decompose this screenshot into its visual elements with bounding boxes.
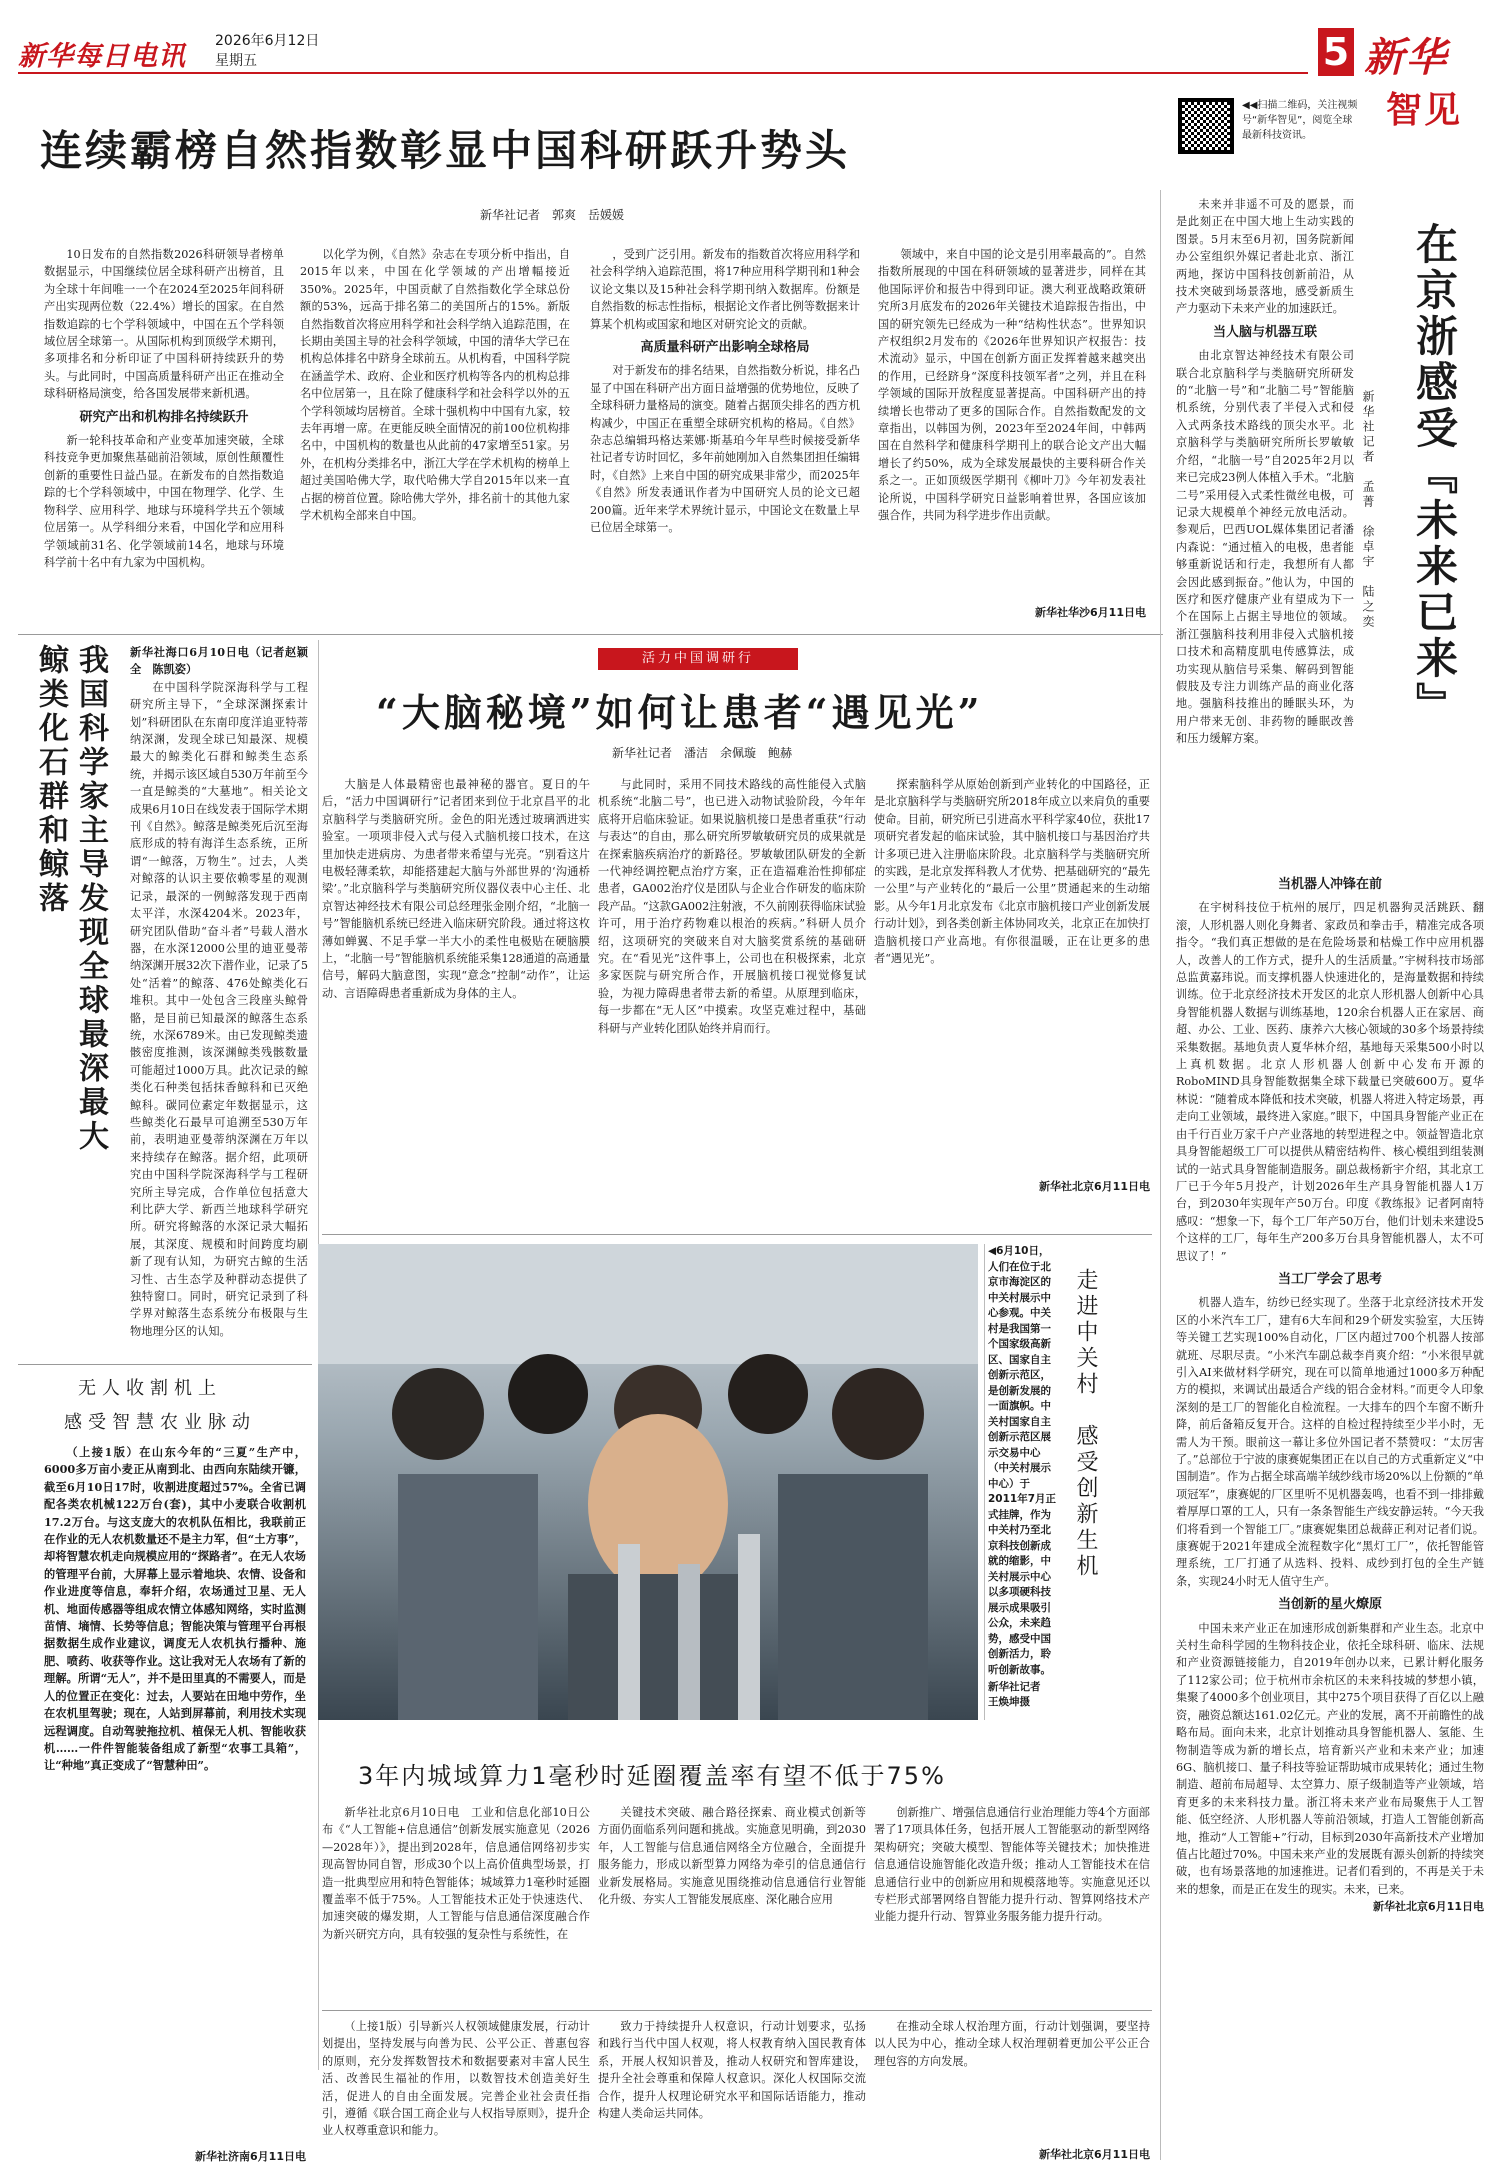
- whale-dateline: 新华社海口6月10日电（记者赵颖全 陈凯姿）: [130, 645, 308, 677]
- brain-byline: 新华社记者 潘洁 余佩璇 鲍赫: [612, 746, 793, 760]
- lead-subhead-1: 研究产出和机构排名持续跃升: [79, 409, 249, 425]
- compute-column-2: [598, 1804, 866, 2002]
- brain-paragraph: 探索脑科学从原始创新到产业转化的中国路径，正是北京脑科学与类脑研究所2018年成立以来肩负的重要使命。目前，研究所已引进高水平科学家40位，获批17项研究者发起的临床试验，其中脑机接口与基因治疗共计多项已进入注册临床阶段。北京脑科学与类脑研究所的实践，是北京发挥科教人才优势、把基础研究的“最先一公里”与产业转化的“最后一公里”贯通起来的生动缩影。从今年1月北京发布《北京市脑机接口产业创新发展行动计划》，到各类创新主体协同攻关，北京正在加快打造脑机接口产业高地。有你很温暖，正在让更多的患者“遇见光”。: [874, 778, 1150, 966]
- whale-paragraph: 在中国科学院深海科学与工程研究所主导下，“全球深渊探索计划”科研团队在东南印度洋追亚特蒂纳深渊，发现全球已知最深、规模最大的鲸类化石群和鲸类生态系统，并揭示该区域自530万年前至今一直是鲸类的“大墓地”。相关论文成果6月10日在线发表于国际学术期刊《自然》。鲸落是鲸类死后沉至海底形成的特有海洋生态系统，正所谓“一鲸落，万物生”。过去，人类对鲸落的认识主要依赖零星的观测记录，最深的一例鲸落发现于西南太平洋，水深4204米。2023年，研究团队借助“奋斗者”号载人潜水器，在水深12000公里的迪亚曼蒂纳深渊开展32次下潜作业，记录了5处“活着”的鲸落、476处鲸类化石堆积。其中一处包含三段座头鲸骨骼，是目前已知最深的鲸落生态系统，水深6789米。由已发现鲸类遗骸密度推测，该深渊鲸类残骸数量可能超过1000万具。此次记录的鲸类化石种类包括抹香鲸科和已灭绝鲸科。碳同位素定年数据显示，这些鲸类化石最早可追溯至530万年前，表明迪亚曼蒂纳深渊在万年以来持续存在鲸落。据介绍，此项研究由中国科学院深海科学与工程研究所主导完成，合作单位包括意大利比萨大学、新西兰地球科学研究所。研究将鲸落的水深记录大幅拓展，其深度、规模和时间跨度均刷新了现有认知，为研究古鲸的生活习性、古生态学及种群动态提供了独特窗口。同时，研究记录到了科学界对鲸落生态系统分布极限与生物地理分区的认知。: [130, 680, 308, 1338]
- photo-caption: ◀6月10日，人们在位于北京市海淀区的中关村展示中心参观。中关村是我国第一个国家级高新区、国家自主创新示范区，是创新发展的一面旗帜。中关村国家自主创新示范区展示交易中心（中关村展示中心）于2011年7月正式挂牌，作为中关村乃至北京科技创新成就的缩影，中关村展示中心以多项硬科技展示成果吸引公众，未来趋势，感受中国创新活力，聆听创新故事。: [988, 1245, 1057, 1676]
- lead-column-2: [300, 246, 570, 626]
- divider: [984, 1244, 985, 1720]
- compute-column-1: [322, 1804, 590, 2002]
- whale-column: [130, 644, 308, 1338]
- paper-name: 新华每日电讯: [18, 41, 186, 72]
- compute-paragraph: 关键技术突破、融合路径探索、商业模式创新等方面仍面临系列问题和挑战。实施意见明确，到2030年，人工智能与信息通信网络全方位融合，全面提升服务能力，形成以新型算力网络为牵引的信息通信行业新发展格局。实施意见围绕推动信息通信行业智能化升级、夯实人工智能发展底座、深化融合应用: [598, 1806, 866, 1907]
- brain-column-3: [874, 776, 1150, 1176]
- lead-byline: 新华社记者 郭爽 岳媛媛: [480, 208, 625, 222]
- whale-title: 我国科学家主导发现全球最深最大鲸类化石群和鲸落: [33, 644, 108, 1154]
- farm-column: [44, 1444, 306, 2146]
- issue-weekday: 星期五: [215, 53, 257, 69]
- lead-subhead-2: 高质量科研产出影响全球格局: [640, 340, 810, 356]
- feature-paragraph: 由北京智达神经技术有限公司联合北京脑科学与类脑研究所研发的“北脑一号”和“北脑二号”智能脑机系统，分别代表了半侵入式和侵入式两条技术路线的顶尖水平。北京脑科学与类脑研究所所长罗敏敏介绍，“北脑一号”自2025年2月以来已完成23例人体植入手术。“北脑二号”采用侵入式柔性微丝电极，可记录大规模单个神经元放电活动。参观后，巴西UOL媒体集团记者潘内森说：“通过植入的电极，患者能够重新说话和行走，我想所有人都会因此感到振奋。”他认为，中国的医疗和医疗健康产业有望成为下一个在国际上占据主导地位的领域。浙江强脑科技利用非侵入式脑机接口技术和高精度肌电传感算法，成功实现从脑信号采集、解码到智能假肢及专注力训练产品的商业化落地。强脑科技推出的睡眠头环，为用户带来无创、非药物的睡眠改善和压力缓解方案。: [1176, 349, 1354, 746]
- feature-subhead-2: 当机器人冲锋在前: [1277, 877, 1382, 892]
- compute-headline: 3年内城域算力1毫秒时延圈覆盖率有望不低于75%: [358, 1762, 946, 1790]
- feature-paragraph: 中国未来产业正在加速形成创新集群和产业生态。北京中关村生命科学园的生物科技企业，依托全球科研、临床、法规和产业资源链接能力，自2019年创办以来，已累计孵化服务了112家公司；位于杭州市余杭区的未来科技城的梦想小镇，集聚了4000多个创业项目，其中275个项目获得了百亿以上融资，融资总额达161.02亿元。产业的发展，离不开前瞻性的战略布局。面向未来，北京计划推动具身智能机器人、氢能、生物制造等成为新的增长点，培育新兴产业和未来产业；加速6G、脑机接口、量子科技等验证帮助城市成果转化；通过生物制造、超前布局超导、太空算力、原子级制造等产业领域，培育更多的未来科技力量。浙江将未来产业布局聚焦于人工智能、低空经济、人形机器人等前沿领域，打造人工智能创新高地，推动“人工智能+”行动，目标到2030年高新技术产业增加值占比超过70%。中国未来产业的发展既有源头创新的持续突破，也有场景落地的加速推进。记者们看到的，不再是关于未来的想象，而是正在发生的现实。未来，已来。: [1176, 1621, 1484, 1896]
- brain-paragraph: 与此同时，采用不同技术路线的高性能侵入式脑机系统“北脑二号”，也已进入动物试验阶段，今年年底将开启临床验证。如果说脑机接口是患者重获“行动与表达”的自由，那么研究所罗敏敏研究员的成果就是在探索脑疾病治疗的新路径。罗敏敏团队研发的全新一代神经调控靶点治疗方案，正在造福难治性抑郁症患者，GA002治疗仪是团队与企业合作研发的临床阶段产品。“这款GA002注射液，不久前刚获得临床试验许可，用于治疗药物难以根治的疾病。”科研人员介绍，这项研究的突破来自对大脑奖赏系统的基础研究。在“看见光”这件事上，公司也在积极探索，北京多家医院与研究所合作，开展脑机接口视觉修复试验，为视力障碍患者带去新的希望。从原理到临床，每一步都在“无人区”中摸索。攻坚克难过程中，基础科研与产业转化团队始终并肩而行。: [598, 778, 866, 1035]
- bottom-column-1: [322, 2018, 590, 2164]
- divider: [1160, 190, 1161, 2160]
- bottom-column-3: [874, 2018, 1150, 2138]
- brain-paragraph: 大脑是人体最精密也最神秘的器官。夏日的午后，“活力中国调研行”记者团来到位于北京昌平的北京脑科学与类脑研究所。金色的阳光透过玻璃洒进实验室。一项项非侵入式与侵入式脑机接口技术，在这里加快走进病房、为患者带来希望与光亮。“别看这片电极轻薄柔软，却能搭建起大脑与外部世界的‘沟通桥梁’。”北京脑科学与类脑研究所仪器仪表中心主任、北京智达神经技术有限公司总经理张金刚介绍，“北脑一号”智能脑机系统已经进入临床研究阶段。通过将这枚薄如蝉翼、不足手掌一半大小的柔性电极贴在硬脑膜上，“北脑一号”智能脑机系统能采集128通道的高通量信号，解码大脑意图，实现“意念”控制“动作”，让运动、言语障碍患者重新成为身体的主人。: [322, 778, 590, 1000]
- bottom-paragraph: （上接1版）引导新兴人权领域健康发展，行动计划提出，坚持发展与向善为民、公平公正、普惠包容的原则，充分发挥数智技术和数据要素对丰富人民生活、改善民生福祉的作用，以数智技术创造美好生活，促进人的自由全面发展。完善企业社会责任指引，遵循《联合国工商企业与人权指导原则》，提升企业人权尊重意识和能力。: [322, 2020, 590, 2138]
- photo-credit: 新华社记者 王焕坤摄: [988, 1681, 1051, 1708]
- compute-column-3: [874, 1804, 1150, 2002]
- farm-title-2: 感受智慧农业脉动: [64, 1412, 256, 1433]
- farm-sign-off: 新华社济南6月11日电: [195, 2150, 306, 2163]
- lead-column-3: [590, 246, 860, 626]
- lead-paragraph: ，受到广泛引用。新发布的指数首次将应用科学和社会科学纳入追踪范围，将17种应用科学期刊和1种会议论文集以及15种社会科学期刊纳入数据库。份额是自然指数的标志性指标，根据论文作者比例等数据来计算某个机构或国家和地区对研究论文的贡献。: [590, 248, 860, 331]
- lead-column-4: [878, 246, 1146, 626]
- lead-paragraph: 10日发布的自然指数2026科研领导者榜单数据显示，中国继续位居全球科研产出榜首，且为全球十年间唯一一个在2024至2025年间科研产出实现两位数（22.4%）增长的国家。在自然指数追踪的七个学科领域中，中国在五个学科领域位居全球第一。从国际机构到顶级学术期刊，多项排名和分析印证了中国科研持续跃升的势头。与此同时，中国高质量科研产出正在推动全球科研格局演变，给各国发展带来新机遇。: [44, 248, 284, 401]
- lead-paragraph: 新一轮科技革命和产业变革加速突破，全球科技竞争更加聚焦基础前沿领域，原创性颠覆性创新的重要性日益凸显。在新发布的自然指数追踪的七个学科领域中，中国在物理学、化学、生物科学、应用科学、地球与环境科学共五个领域位居第一。从学科细分来看，中国化学和应用科学领域前31名、化学领域前14名，地球与环境科学前十名中有九家为中国机构。: [44, 434, 284, 569]
- feature-paragraph: 未来并非遥不可及的愿景，而是此刻正在中国大地上生动实践的图景。5月末至6月初，国务院新闻办公室组织外媒记者赴北京、浙江两地，探访中国科技创新前沿，从技术突破到场景落地，感受新质生产力驱动下未来产业的加速跃迁。: [1176, 198, 1354, 316]
- top-rule: [18, 72, 1308, 74]
- qr-caption: ◀◀扫描二维码，关注视频号“新华智见”，阅览全球最新科技资讯。: [1242, 100, 1358, 141]
- brain-sign-off: 新华社北京6月11日电: [1039, 1180, 1150, 1193]
- feature-column-wide: [1176, 870, 1484, 2158]
- feature-paragraph: 机器人造车，纺纱已经实现了。坐落于北京经济技术开发区的小米汽车工厂，建有6大车间和29个研发实验室，大压铸等关键工艺实现100%自动化，厂区内超过700个机器人按部就班、尽职尽责。“小米汽车副总裁李肖爽介绍：“小米很早就引入AI来做材料学研究，现在可以简单地通过1000多万种配方的模拟，来调试出最适合产线的铝合金材料。”而更令人印象深刻的是工厂的智能化自检流程。一大排车的四个车窗不断升降，前后备箱反复开合。这样的自检过程持续至少半小时，无需人为干预。眼前这一幕让多位外国记者不禁赞叹：“太厉害了。”总部位于宁波的康赛妮集团正在以自己的方式重新定义“中国制造”。作为占据全球高端羊绒纱线市场20%以上份额的“单项冠军”，康赛妮的厂区里听不见机器轰鸣，也看不到一排排戴着厚厚口罩的工人，只有一条条智能生产线安静运转。“今天我们将看到一个智能工厂。”康赛妮集团总裁薛正利对记者们说。康赛妮于2021年建成全流程数字化“黑灯工厂”，依托智能管理系统，工厂打通了从选料、投料、成纱到打包的全生产链条，实现24小时无人值守生产。: [1176, 1296, 1484, 1588]
- divider: [322, 1234, 1152, 1235]
- brand-bottom: 智见: [1386, 89, 1463, 131]
- divider: [18, 634, 1163, 635]
- qr-code[interactable]: [1178, 98, 1234, 154]
- compute-paragraph: 新华社北京6月10日电 工业和信息化部10日公布《“人工智能+信息通信”创新发展实施意见（2026—2028年）》，提出到2028年，信息通信网络初步实现高智协同自智，形成30个以上高价值典型场景，打造一批典型应用和特色智能体；城域算力1毫秒时延圈覆盖率不低于75%。人工智能技术正处于快速迭代、加速突破的爆发期，人工智能与信息通信深度融合作为新兴研究方向，具有较强的复杂性与系统性，在: [322, 1806, 590, 1941]
- section-tag: 活力中国调研行: [598, 648, 798, 670]
- brain-column-2: [598, 776, 866, 1260]
- compute-paragraph: 创新推广、增强信息通信行业治理能力等4个方面部署了17项具体任务，包括开展人工智能驱动的新型网络架构研究；突破大模型、智能体等关键技术；加快推进信息通信设施智能化改造升级；推动人工智能技术在信息通信行业中的创新应用和规模落地等。实施意见还以专栏形式部署网络自智能力提升行动、智算网络技术产业能力提升行动、智算业务服务能力提升行动。: [874, 1806, 1150, 1924]
- feature-subhead-1: 当人脑与机器互联: [1212, 324, 1317, 340]
- divider: [18, 1364, 312, 1365]
- lead-paragraph: 领域中，来自中国的论文是引用率最高的”。自然指数所展现的中国在科研领域的显著进步，同样在其他国际评价和报告中得到印证。澳大利亚战略政策研究所3月底发布的2026年关键技术追踪报告指出，中国的研究领先已经成为一种“结构性状态”。世界知识产权组织2月发布的《2026年世界知识产权报告：技术流动》显示，中国在创新方面正发挥着越来越突出的作用，已经跻身“深度科技领军者”之列，并且在科学领域的国际开放程度显著提高。中国科研产出的持续增长也带动了更多的国际合作。自然指数配发的文章指出，以韩国为例，2023年至2024年间，中韩两国在自然科学和健康科学期刊上的联合论文产出大幅增长了约50%，成为全球发展最快的主要科研合作关系之一。正如顶级医学期刊《柳叶刀》今年初发表社论所说，中国科学研究日益影响着世界，各国应该加强合作，共同为科学进步作出贡献。: [878, 248, 1146, 523]
- photo-illustration: [318, 1244, 978, 1720]
- feature-paragraph: 在宇树科技位于杭州的展厅，四足机器狗灵活跳跃、翻滚，人形机器人则化身舞者、家政员和拳击手，精准完成各项指令。“我们真正想做的是在危险场景和枯燥工作中应用机器人，改善人的工作方式，提升人的生活质量。”宇树科技市场部总监黄嘉玮说。而支撑机器人快速进化的，是海量数据和持续训练。位于北京经济技术开发区的北京人形机器人创新中心具身智能机器人数据与训练基地，120余台机器人正在家居、商超、办公、工业、医药、康养六大核心领域的30多个场景持续采集数据。基地负责人夏华林介绍，基地每天采集500小时以上真机数据。北京人形机器人创新中心发布开源的RoboMIND具身智能数据集全球下载量已突破600万。夏华林说：“随着成本降低和技术突破，机器人将进入特定场景，再走向工业领域，最终进入家庭。”眼下，中国具身智能产业正在由千行百业万家千户产业落地的转型进程之中。领益智造北京具身智能超级工厂可以提供从精密结构件、核心模组到组装测试的一站式具身智能制造服务。副总裁杨新宇介绍，其北京工厂已于今年5月投产，计划2026年生产具身智能机器人1万台，到2030年实现年产50万台。印度《教练报》记者阿南特感叹：“想象一下，每个工厂年产50万台，他们计划未来建设5个这样的工厂，每年生产200多万台具身智能机器人，太不可思议了！”: [1176, 901, 1484, 1263]
- brain-column-1: [322, 776, 590, 1260]
- feature-sign-off: 新华社北京6月11日电: [1373, 1900, 1484, 1914]
- brand-top: 新华: [1364, 34, 1448, 81]
- photo-vertical-title: 走进中关村 感受创新生机: [1073, 1268, 1098, 1580]
- lead-paragraph: 对于新发布的排名结果，自然指数分析说，排名凸显了中国在科研产出方面日益增强的优势地位，反映了全球科研力量格局的演变。随着占据顶尖排名的西方机构减少，中国正在重塑全球研究机构的格局。《自然》杂志总编辑玛格达莱娜·斯基珀今年早些时候接受新华社记者专访时回忆，多年前她刚加入自然集团担任编辑时，《自然》上来自中国的研究成果非常少，而2025年《自然》所发表通讯作者为中国研究人员的论文已超200篇。近年来学术界统计显示，中国论文在数量上早已位居全球第一。: [590, 364, 860, 535]
- lead-paragraph: 以化学为例，《自然》杂志在专项分析中指出，自2015年以来，中国在化学领域的产出增幅接近350%。2025年，中国贡献了自然指数化学全球总份额的53%，远高于排名第二的美国所占的15%。新版自然指数首次将应用科学和社会科学纳入追踪范围，在长期由美国主导的社会科学领域，中国的清华大学已在机构总体排名中跻身全球前五。从机构看，中国科学院在涵盖学术、政府、企业和医疗机构等各内的机构总排名中位居第一，且在除了健康科学和社会科学以外的五个学科领域均居榜首。全球十强机构中中国有九家，较去年再增一席。在更能反映全面情况的前100位机构排名中，中国机构的数量也从此前的47家增至51家。另外，在机构分类排名中，浙江大学在学术机构的榜单上超过美国哈佛大学，取代哈佛大学自2015年以来一直占据的榜首位置。除哈佛大学外，排名前十的其他九家学术机构全部来自中国。: [300, 248, 570, 523]
- farm-paragraph: （上接1版）在山东今年的“三夏”生产中，6000多万亩小麦正从南到北、由西向东陆续开镰，截至6月10日17时，收割进度超过57%。全省已调配各类农机械122万台(套)，其中小麦联合收割机17.2万台。与这支庞大的农机队伍相比，我联前正在作业的无人农机数量还不是主力军，但“土方事”，却将智慧农机走向规模应用的“探路者”。在无人农场的管理平台前，大屏幕上显示着地块、农情、设备和作业进度等信息，奉轩介绍，农场通过卫星、无人机、地面传感器等组成农情立体感知网络，实时监测苗情、墒情、长势等信息；智能决策与管理平台再根据数据生成作业建议，调度无人农机执行播种、施肥、喷药、收获等作业。这让我对无人农场有了新的理解。所谓“无人”，并不是田里真的不需要人，而是人的位置正在变化：过去，人要站在田地中劳作，坐在农机里驾驶；现在，人站到屏幕前，利用技术实现远程调度。自动驾驶拖拉机、植保无人机、智能收获机……一件件智能装备组成了新型“农事工具箱”，让“种地”真正变成了“智慧种田”。: [44, 1445, 306, 1773]
- lead-column-1: [44, 246, 284, 626]
- bottom-column-2: [598, 2018, 866, 2164]
- news-photo: [318, 1244, 978, 1720]
- bottom-paragraph: 在推动全球人权治理方面，行动计划强调，要坚持以人民为中心，推动全球人权治理朝着更加公平公正合理包容的方向发展。: [874, 2020, 1150, 2068]
- farm-title-1: 无人收割机上: [78, 1378, 222, 1399]
- issue-date: 2026年6月12日: [215, 33, 320, 49]
- feature-byline: 新华社记者 孟菁 徐卓宇 陆之奕: [1361, 390, 1375, 630]
- bottom-paragraph: 致力于持续提升人权意识，行动计划要求，弘扬和践行当代中国人权观，将人权教育纳入国民教育体系，开展人权知识普及，推动人权研究和智库建设，提升全社会尊重和保障人权意识。深化人权国际交流合作，提升人权理论研究水平和国际话语能力，推动构建人类命运共同体。: [598, 2020, 866, 2121]
- lead-headline: 连续霸榜自然指数彰显中国科研跃升势头: [40, 126, 851, 175]
- lead-sign-off: 新华社华沙6月11日电: [1035, 606, 1146, 619]
- feature-title: 在京浙感受『未来已来』: [1410, 222, 1459, 728]
- feature-subhead-4: 当创新的星火燎原: [1277, 1597, 1382, 1613]
- page-number: 5: [1318, 28, 1354, 76]
- bottom-sign-off: 新华社北京6月11日电: [1039, 2148, 1150, 2161]
- brain-headline: “大脑秘境”如何让患者“遇见光”: [376, 690, 984, 735]
- divider: [322, 2010, 1152, 2011]
- feature-subhead-3: 当工厂学会了思考: [1277, 1271, 1382, 1287]
